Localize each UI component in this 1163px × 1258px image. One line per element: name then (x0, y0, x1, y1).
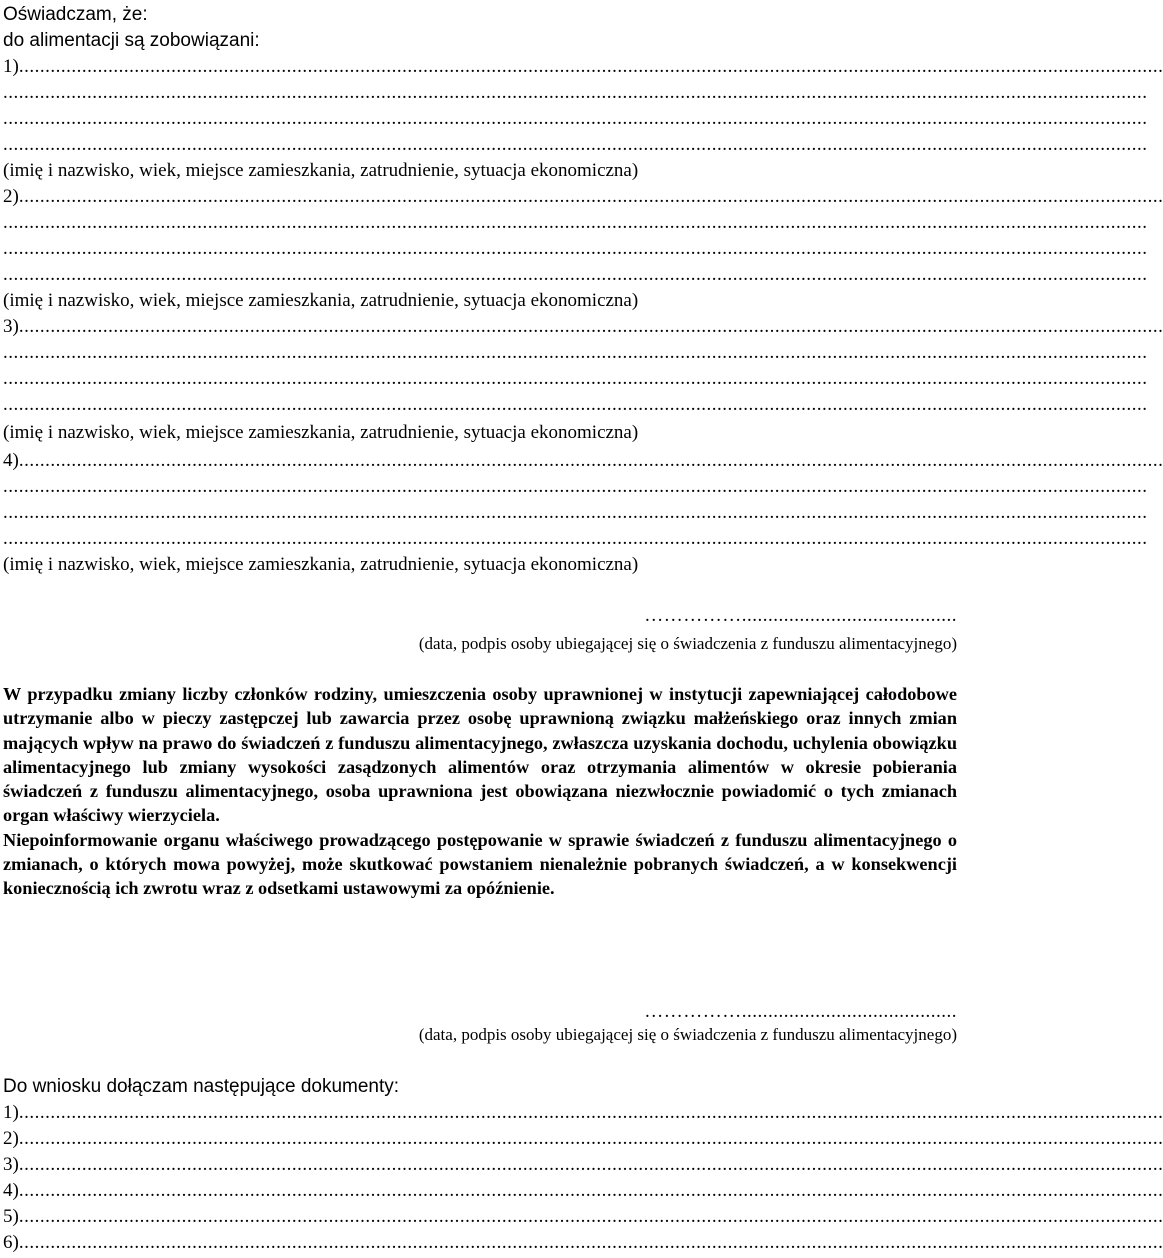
person-1-line-2[interactable]: .......................................................................................................................................................................................................................... (3, 82, 1148, 103)
signature-caption-2: (data, podpis osoby ubiegającej się o świadczenia z funduszu alimentacyjnego) (418, 1025, 957, 1044)
documents-heading: Do wniosku dołączam następujące dokumenty: (3, 1076, 400, 1097)
person-1-line-4[interactable]: .......................................................................................................................................................................................................................... (3, 134, 1148, 155)
document-item-4[interactable]: 4) .......................................................................................................................................................................................................................... (3, 1180, 1163, 1201)
person-4-line-3[interactable]: .......................................................................................................................................................................................................................... (3, 502, 1148, 523)
person-2-caption: (imię i nazwisko, wiek, miejsce zamieszkania, zatrudnienie, sytuacja ekonomiczna) (3, 290, 639, 311)
person-1-line-3[interactable]: .......................................................................................................................................................................................................................... (3, 108, 1148, 129)
person-1-line-1[interactable]: 1) .......................................................................................................................................................................................................................... (3, 56, 1163, 77)
person-2-line-1[interactable]: 2) .......................................................................................................................................................................................................................... (3, 186, 1163, 207)
person-1-caption: (imię i nazwisko, wiek, miejsce zamieszkania, zatrudnienie, sytuacja ekonomiczna) (3, 160, 639, 181)
declaration-heading: Oświadczam, że: (3, 4, 148, 25)
document-item-1[interactable]: 1) .......................................................................................................................................................................................................................... (3, 1102, 1163, 1123)
notice-paragraph-2: Niepoinformowanie organu właściwego prowadzącego postępowanie w sprawie świadczeń z funduszu alimentacyjnego o zmianach, o których mowa powyżej, może skutkować powstaniem nienależnie pobranych świadczeń, a w konsekwencji koniecznością ich zwrotu wraz z odsetkami ustawowymi za opóźnienie. (3, 829, 957, 899)
person-3-line-1[interactable]: 3) .......................................................................................................................................................................................................................... (3, 316, 1163, 337)
signature-caption-1: (data, podpis osoby ubiegającej się o świadczenia z funduszu alimentacyjnego) (418, 634, 957, 653)
person-4-line-4[interactable]: .......................................................................................................................................................................................................................... (3, 528, 1148, 549)
change-notice (3, 682, 957, 901)
signature-dots-1[interactable]: ……………......................................... (644, 605, 957, 626)
person-2-line-2[interactable]: .......................................................................................................................................................................................................................... (3, 212, 1148, 233)
person-2-line-4[interactable]: .......................................................................................................................................................................................................................... (3, 264, 1148, 285)
person-4-line-2[interactable]: .......................................................................................................................................................................................................................... (3, 476, 1148, 497)
person-2-line-3[interactable]: .......................................................................................................................................................................................................................... (3, 238, 1148, 259)
document-item-3[interactable]: 3) .......................................................................................................................................................................................................................... (3, 1154, 1163, 1175)
notice-paragraph-1: W przypadku zmiany liczby członków rodziny, umieszczenia osoby uprawnionej w instytucji zapewniającej całodobowe utrzymanie albo w pieczy zastępczej lub zawarcia przez osobę uprawnioną związku małżeńskiego oraz innych zmian mających wpływ na prawo do świadczeń z funduszu alimentacyjnego, zwłaszcza uzyskania dochodu, uchylenia obowiązku alimentacyjnego lub zmiany wysokości zasądzonych alimentów oraz otrzymania alimentów w okresie pobierania świadczeń z funduszu alimentacyjnego, osoba uprawniona jest obowiązana niezwłocznie powiadomić o tych zmianach organ właściwy wierzyciela. (3, 684, 957, 826)
person-3-line-3[interactable]: .......................................................................................................................................................................................................................... (3, 368, 1148, 389)
document-item-2[interactable]: 2) .......................................................................................................................................................................................................................... (3, 1128, 1163, 1149)
person-4-line-1[interactable]: 4) .......................................................................................................................................................................................................................... (3, 450, 1163, 471)
document-item-6[interactable]: 6) .......................................................................................................................................................................................................................... (3, 1232, 1163, 1253)
person-4-caption: (imię i nazwisko, wiek, miejsce zamieszkania, zatrudnienie, sytuacja ekonomiczna) (3, 554, 639, 575)
person-3-line-4[interactable]: .......................................................................................................................................................................................................................... (3, 394, 1148, 415)
obligors-subheading: do alimentacji są zobowiązani: (3, 30, 260, 51)
signature-dots-2[interactable]: ……………......................................... (644, 1001, 957, 1022)
person-3-caption: (imię i nazwisko, wiek, miejsce zamieszkania, zatrudnienie, sytuacja ekonomiczna) (3, 422, 639, 443)
person-3-line-2[interactable]: .......................................................................................................................................................................................................................... (3, 342, 1148, 363)
document-item-5[interactable]: 5) .......................................................................................................................................................................................................................... (3, 1206, 1163, 1227)
